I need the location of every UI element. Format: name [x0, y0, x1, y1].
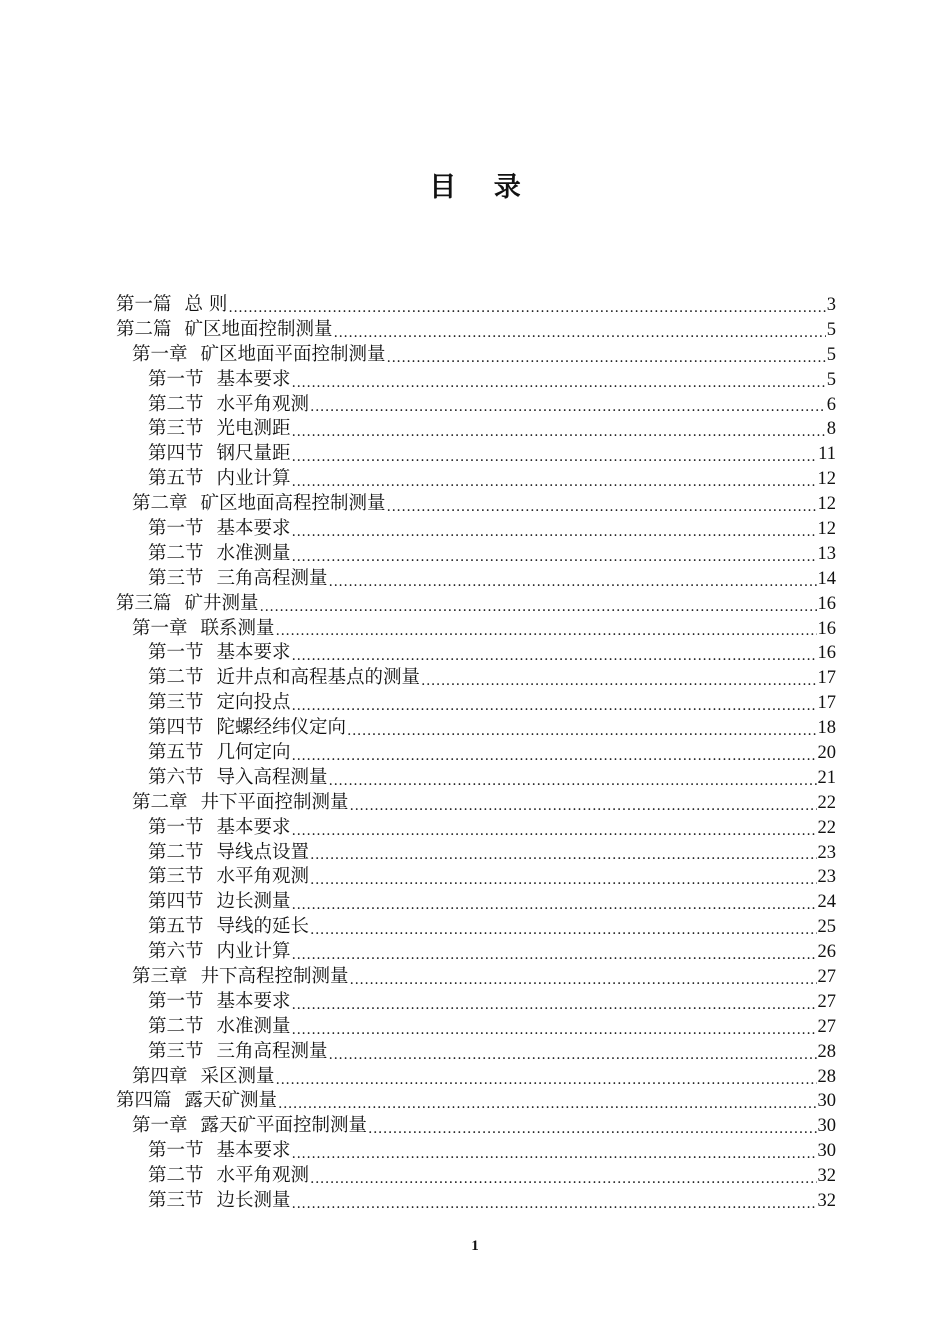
- toc-entry-number: 第二章: [132, 493, 188, 515]
- toc-entry[interactable]: [116, 791, 836, 816]
- toc-dot-leader: [292, 522, 817, 542]
- toc-dot-leader: [310, 845, 816, 865]
- toc-entry-page: 30: [817, 1116, 836, 1137]
- toc-entry[interactable]: [116, 915, 836, 940]
- toc-entry-page: 6: [826, 394, 836, 415]
- toc-entry-title: 定向投点: [216, 692, 291, 714]
- toc-entry-title: 总 则: [184, 293, 228, 315]
- toc-entry-number: 第二节: [148, 1165, 204, 1187]
- toc-entry-title: 矿区地面控制测量: [184, 318, 333, 340]
- toc-dot-leader: [347, 721, 816, 741]
- toc-entry[interactable]: [116, 542, 836, 567]
- toc-entry-number: 第五节: [148, 468, 204, 490]
- toc-dot-leader: [292, 821, 817, 841]
- toc-entry[interactable]: [116, 442, 836, 467]
- toc-entry[interactable]: [116, 293, 836, 318]
- toc-entry-title: 水准测量: [216, 542, 291, 564]
- toc-entry[interactable]: [116, 965, 836, 990]
- toc-entry[interactable]: [116, 816, 836, 841]
- toc-entry[interactable]: [116, 716, 836, 741]
- toc-dot-leader: [329, 1045, 817, 1065]
- toc-entry[interactable]: [116, 641, 836, 666]
- toc-entry-page: 13: [817, 543, 836, 564]
- toc-entry[interactable]: [116, 691, 836, 716]
- toc-entry[interactable]: [116, 617, 836, 642]
- toc-entry[interactable]: [116, 1065, 836, 1090]
- toc-entry-page: 32: [817, 1166, 836, 1187]
- toc-entry-title: 陀螺经纬仪定向: [216, 717, 347, 739]
- toc-entry-page: 23: [817, 867, 836, 888]
- toc-entry-page: 5: [826, 344, 836, 365]
- toc-dot-leader: [292, 696, 817, 716]
- toc-entry-number: 第五节: [148, 916, 204, 938]
- toc-entry-number: 第二节: [148, 841, 204, 863]
- toc-entry-number: 第四章: [132, 1065, 188, 1087]
- toc-entry-number: 第三节: [148, 567, 204, 589]
- toc-entry-number: 第三节: [148, 1040, 204, 1062]
- toc-entry-page: 3: [826, 294, 836, 315]
- toc-entry-number: 第四节: [148, 443, 204, 465]
- toc-entry-number: 第一节: [148, 1140, 204, 1162]
- toc-entry[interactable]: [116, 1189, 836, 1214]
- toc-dot-leader: [368, 1119, 816, 1139]
- toc-entry-title: 三角高程测量: [216, 1040, 328, 1062]
- toc-entry-title: 导线点设置: [216, 841, 310, 863]
- toc-entry-title: 几何定向: [216, 742, 291, 764]
- toc-entry-page: 24: [817, 892, 836, 913]
- toc-entry-title: 水平角观测: [216, 393, 310, 415]
- toc-entry-page: 11: [818, 444, 836, 465]
- toc-entry-number: 第一节: [148, 642, 204, 664]
- page-title: 目 录: [429, 172, 535, 203]
- toc-entry-title: 基本要求: [216, 816, 291, 838]
- toc-entry-title: 基本要求: [216, 990, 291, 1012]
- toc-entry-page: 22: [817, 792, 836, 813]
- toc-dot-leader: [310, 1169, 816, 1189]
- toc-entry-page: 5: [826, 319, 836, 340]
- toc-entry-number: 第二节: [148, 1015, 204, 1037]
- toc-entry[interactable]: [116, 368, 836, 393]
- toc-entry[interactable]: [116, 343, 836, 368]
- toc-entry[interactable]: [116, 766, 836, 791]
- toc-entry[interactable]: [116, 865, 836, 890]
- toc-entry[interactable]: [116, 890, 836, 915]
- table-of-contents: [116, 293, 836, 1214]
- toc-entry-number: 第一节: [148, 816, 204, 838]
- toc-entry-title: 露天矿平面控制测量: [200, 1115, 368, 1137]
- toc-entry[interactable]: [116, 1164, 836, 1189]
- toc-dot-leader: [228, 298, 825, 318]
- toc-dot-leader: [387, 348, 826, 368]
- toc-entry[interactable]: [116, 841, 836, 866]
- toc-entry-title: 导入高程测量: [216, 766, 328, 788]
- toc-entry[interactable]: [116, 592, 836, 617]
- toc-dot-leader: [292, 1020, 817, 1040]
- toc-entry-title: 内业计算: [216, 468, 291, 490]
- toc-dot-leader: [334, 323, 826, 343]
- toc-dot-leader: [310, 397, 826, 417]
- toc-entry-number: 第一篇: [116, 293, 172, 315]
- toc-entry-title: 导线的延长: [216, 916, 310, 938]
- toc-entry[interactable]: [116, 990, 836, 1015]
- toc-entry[interactable]: [116, 1114, 836, 1139]
- toc-dot-leader: [276, 621, 817, 641]
- toc-entry-page: 28: [817, 1041, 836, 1062]
- toc-entry-page: 23: [817, 842, 836, 863]
- toc-entry-page: 30: [817, 1141, 836, 1162]
- toc-entry-number: 第一章: [132, 343, 188, 365]
- toc-entry-page: 16: [817, 618, 836, 639]
- toc-entry-page: 16: [817, 593, 836, 614]
- toc-entry-page: 27: [817, 991, 836, 1012]
- toc-entry-title: 露天矿测量: [184, 1090, 278, 1112]
- toc-dot-leader: [292, 373, 826, 393]
- toc-entry-title: 水平角观测: [216, 866, 310, 888]
- toc-entry-page: 20: [817, 743, 836, 764]
- toc-entry-title: 光电测距: [216, 418, 291, 440]
- toc-entry-number: 第三节: [148, 866, 204, 888]
- toc-dot-leader: [292, 422, 826, 442]
- toc-entry-title: 内业计算: [216, 941, 291, 963]
- toc-dot-leader: [387, 497, 817, 517]
- toc-entry-number: 第二节: [148, 542, 204, 564]
- toc-entry-number: 第三节: [148, 1190, 204, 1212]
- toc-entry-page: 25: [817, 917, 836, 938]
- toc-entry-page: 12: [817, 519, 836, 539]
- toc-entry-page: 26: [817, 942, 836, 963]
- toc-entry-title: 矿井测量: [184, 592, 259, 614]
- toc-dot-leader: [292, 945, 817, 965]
- toc-entry-title: 水准测量: [216, 1015, 291, 1037]
- toc-entry-number: 第二章: [132, 791, 188, 813]
- toc-entry-title: 基本要求: [216, 518, 291, 539]
- toc-entry-number: 第一节: [148, 518, 204, 539]
- toc-entry-title: 基本要求: [216, 368, 291, 390]
- toc-entry-page: 21: [817, 767, 836, 788]
- toc-entry-page: 12: [817, 494, 836, 515]
- toc-entry-number: 第五节: [148, 742, 204, 764]
- toc-entry-number: 第二节: [148, 667, 204, 689]
- toc-entry-page: 22: [817, 817, 836, 838]
- toc-entry-page: 30: [817, 1091, 836, 1112]
- toc-entry-number: 第六节: [148, 766, 204, 788]
- toc-entry[interactable]: [116, 1015, 836, 1040]
- toc-entry-title: 井下平面控制测量: [200, 791, 349, 813]
- toc-dot-leader: [329, 771, 817, 791]
- toc-entry-title: 联系测量: [200, 617, 275, 639]
- toc-entry[interactable]: [116, 741, 836, 766]
- toc-entry[interactable]: [116, 417, 836, 442]
- toc-entry-title: 边长测量: [216, 891, 291, 913]
- toc-entry-page: 17: [817, 668, 836, 689]
- toc-entry-number: 第三节: [148, 692, 204, 714]
- toc-entry-title: 井下高程控制测量: [200, 966, 349, 988]
- toc-dot-leader: [329, 572, 817, 592]
- toc-dot-leader: [421, 671, 816, 691]
- toc-entry-number: 第一节: [148, 368, 204, 390]
- toc-entry-title: 矿区地面高程控制测量: [200, 493, 386, 515]
- toc-entry-page: 14: [817, 568, 836, 589]
- toc-dot-leader: [292, 646, 817, 666]
- toc-dot-leader: [310, 920, 816, 940]
- toc-entry-title: 钢尺量距: [216, 443, 291, 465]
- toc-entry-page: 28: [817, 1066, 836, 1087]
- toc-entry-number: 第二节: [148, 393, 204, 415]
- toc-entry-title: 采区测量: [200, 1065, 275, 1087]
- toc-dot-leader: [292, 995, 817, 1015]
- toc-dot-leader: [350, 970, 817, 990]
- toc-entry-page: 12: [817, 469, 836, 490]
- toc-entry[interactable]: [116, 1040, 836, 1065]
- toc-dot-leader: [292, 547, 817, 567]
- toc-entry-page: 8: [826, 419, 836, 440]
- toc-entry-title: 边长测量: [216, 1190, 291, 1212]
- toc-entry[interactable]: [116, 1139, 836, 1164]
- toc-entry-number: 第一章: [132, 617, 188, 639]
- toc-dot-leader: [292, 1144, 817, 1164]
- toc-entry-page: 18: [817, 718, 836, 739]
- toc-entry-page: 27: [817, 1016, 836, 1037]
- toc-entry-number: 第一节: [148, 990, 204, 1012]
- toc-dot-leader: [350, 796, 817, 816]
- toc-entry-number: 第一章: [132, 1115, 188, 1137]
- toc-dot-leader: [276, 1070, 817, 1090]
- toc-entry-number: 第四节: [148, 891, 204, 913]
- toc-entry-number: 第四篇: [116, 1090, 172, 1112]
- toc-dot-leader: [310, 870, 816, 890]
- toc-entry[interactable]: [116, 393, 836, 418]
- toc-entry-number: 第三章: [132, 966, 188, 988]
- toc-entry-page: 27: [817, 967, 836, 988]
- toc-entry-title: 基本要求: [216, 642, 291, 664]
- toc-entry-number: 第四节: [148, 717, 204, 739]
- toc-dot-leader: [292, 447, 818, 467]
- toc-entry-page: 17: [817, 693, 836, 714]
- toc-entry[interactable]: [116, 492, 836, 517]
- toc-entry-title: 三角高程测量: [216, 567, 328, 589]
- toc-entry-title: 近井点和高程基点的测量: [216, 667, 421, 689]
- toc-entry[interactable]: [116, 1090, 836, 1115]
- toc-entry[interactable]: [116, 517, 836, 542]
- toc-entry-title: 基本要求: [216, 1140, 291, 1162]
- toc-entry-number: 第三篇: [116, 592, 172, 614]
- toc-entry[interactable]: [116, 467, 836, 492]
- toc-entry[interactable]: [116, 567, 836, 592]
- toc-entry[interactable]: [116, 318, 836, 343]
- toc-dot-leader: [292, 746, 817, 766]
- page-number: 1: [471, 1238, 479, 1254]
- toc-dot-leader: [292, 895, 817, 915]
- toc-entry-number: 第三节: [148, 418, 204, 440]
- toc-entry-number: 第六节: [148, 941, 204, 963]
- toc-entry-page: 16: [817, 643, 836, 664]
- toc-entry[interactable]: [116, 940, 836, 965]
- toc-entry-title: 水平角观测: [216, 1165, 310, 1187]
- toc-entry-page: 32: [817, 1191, 836, 1212]
- toc-dot-leader: [292, 1194, 817, 1214]
- toc-dot-leader: [278, 1094, 816, 1114]
- toc-entry-number: 第二篇: [116, 318, 172, 340]
- toc-entry-page: 5: [826, 369, 836, 390]
- toc-dot-leader: [292, 472, 817, 492]
- toc-entry[interactable]: [116, 666, 836, 691]
- toc-entry-title: 矿区地面平面控制测量: [200, 343, 386, 365]
- toc-dot-leader: [260, 597, 817, 617]
